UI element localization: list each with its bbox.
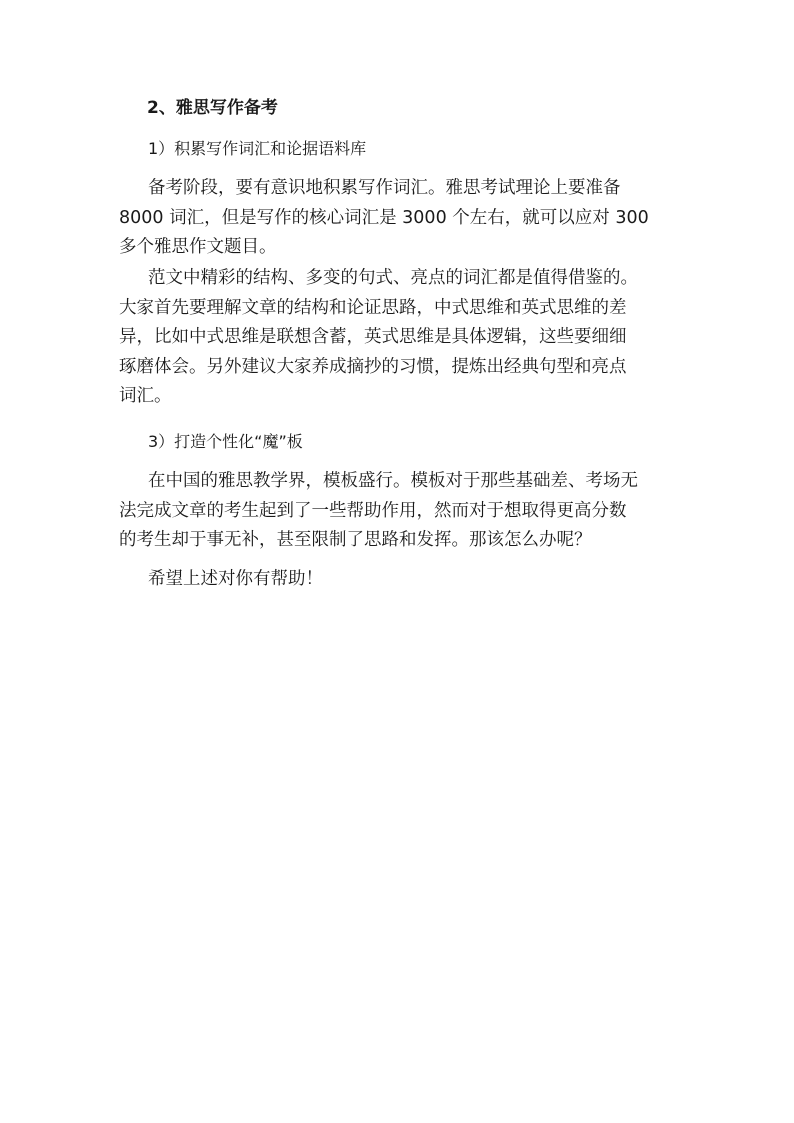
paragraph-line: 琢磨体会。另外建议大家养成摘抄的习惯，提炼出经典句型和亮点 bbox=[119, 356, 627, 377]
paragraph-line: 异，比如中式思维是联想含蓄，英式思维是具体逻辑，这些要细细 bbox=[119, 327, 627, 347]
paragraph-line: 法完成文章的考生起到了一些帮助作用，然而对于想取得更高分数 bbox=[119, 500, 627, 521]
paragraph-model-essays bbox=[119, 264, 679, 412]
closing-line: 希望上述对你有帮助！ bbox=[148, 569, 323, 589]
paragraph-line: 的考生却于事无补，甚至限制了思路和发挥。那该怎么办呢？ bbox=[119, 530, 592, 550]
section-heading: 2、雅思写作备考 bbox=[147, 98, 278, 118]
subsection-title-1: 1）积累写作词汇和论据语料库 bbox=[148, 139, 367, 158]
subsection-title-3: 3）打造个性化“魔”板 bbox=[148, 432, 303, 451]
paragraph-vocabulary bbox=[119, 174, 679, 263]
paragraph-templates bbox=[119, 467, 679, 556]
paragraph-line: 在中国的雅思教学界，模板盛行。模板对于那些基础差、考场无 bbox=[148, 471, 638, 491]
paragraph-line: 8000 词汇，但是写作的核心词汇是 3000 个左右，就可以应对 300 bbox=[119, 207, 649, 228]
paragraph-line: 词汇。 bbox=[119, 386, 172, 406]
paragraph-line: 范文中精彩的结构、多变的句式、亮点的词汇都是值得借鉴的。 bbox=[148, 268, 638, 288]
paragraph-line: 备考阶段，要有意识地积累写作词汇。雅思考试理论上要准备 bbox=[148, 178, 621, 198]
closing-paragraph bbox=[119, 565, 679, 595]
paragraph-line: 大家首先要理解文章的结构和论证思路，中式思维和英式思维的差 bbox=[119, 297, 627, 318]
paragraph-line: 多个雅思作文题目。 bbox=[119, 237, 277, 257]
